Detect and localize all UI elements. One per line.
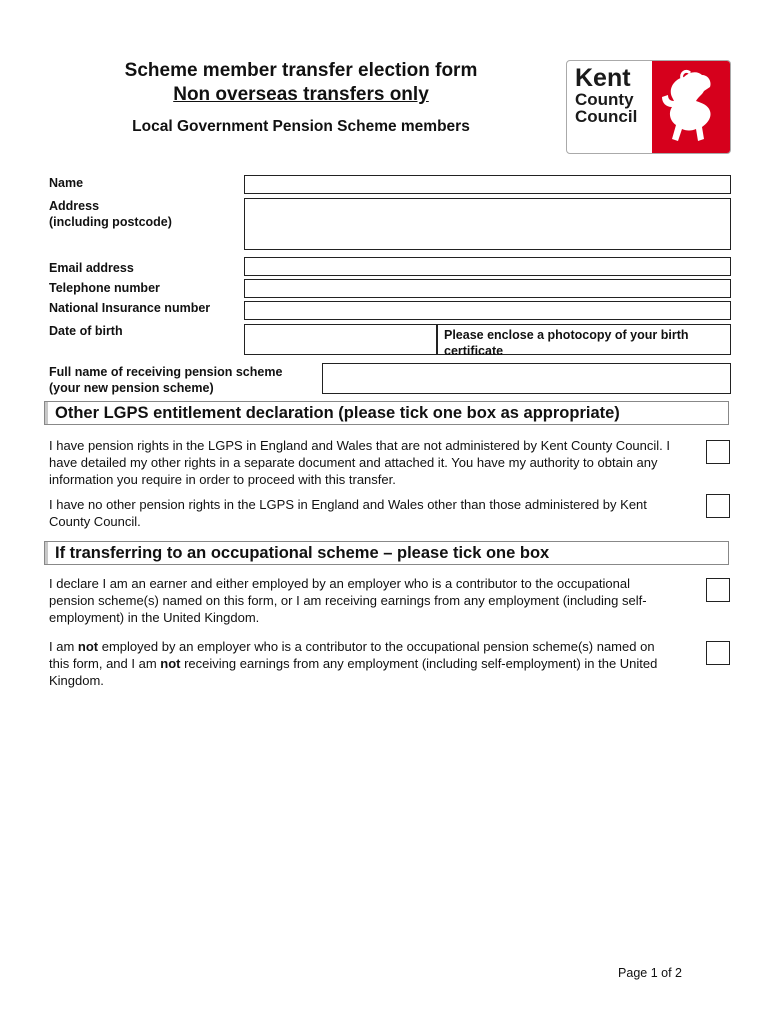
receiving-scheme-label: Full name of receiving pension scheme — [49, 365, 283, 379]
other-lgps-option-2-checkbox[interactable] — [706, 494, 730, 518]
audience-line: Local Government Pension Scheme members — [132, 118, 470, 135]
option2-not-1: not — [77, 639, 99, 654]
other-lgps-option-2-text: I have no other pension rights in the LGPS in England and Wales other than those administered by Kent County Council. — [49, 497, 647, 529]
kcc-logo — [566, 60, 731, 154]
telephone-label: Telephone number — [49, 281, 160, 295]
section-occupational-heading: If transferring to an occupational scheme – please tick one box — [44, 541, 729, 565]
email-field[interactable] — [244, 257, 731, 276]
occupational-option-1-text: I declare I am an earner and either employed by an employer who is a contributor to the occupational pension scheme(s) named on this form, or I am receiving earnings from any employment (including self-employment) in the United Kingdom. — [49, 576, 647, 625]
form-subtitle: Non overseas transfers only — [173, 84, 429, 105]
ni-number-field[interactable] — [244, 301, 731, 320]
occupational-option-2-checkbox[interactable] — [706, 641, 730, 665]
logo-line-2: County — [575, 90, 634, 109]
logo-red-panel — [652, 61, 730, 153]
address-field[interactable] — [244, 198, 731, 250]
address-label: Address — [49, 199, 100, 213]
option2-not-2: not — [160, 656, 181, 671]
form-title: Scheme member transfer election form — [124, 60, 478, 81]
address-hint: (including postcode) — [49, 215, 172, 229]
option2-part-e: receiving earnings from any employment (including self-employment) in the United Kingdom. — [49, 656, 658, 688]
logo-line-1: Kent — [575, 64, 631, 92]
occupational-option-1-checkbox[interactable] — [706, 578, 730, 602]
other-lgps-option-1-checkbox[interactable] — [706, 440, 730, 464]
page-number: Page 1 of 2 — [618, 966, 682, 980]
other-lgps-option-1-text: I have pension rights in the LGPS in England and Wales that are not administered by Kent County Council. I have detailed my other rights in a separate document and attached it. You have my authority to obtain any information you require in order to proceed with this transfer. — [49, 438, 670, 487]
dob-field[interactable] — [244, 324, 437, 355]
receiving-scheme-hint: (your new pension scheme) — [49, 381, 214, 395]
receiving-scheme-field[interactable] — [322, 363, 731, 394]
occupational-option-2-text — [49, 638, 659, 689]
ni-number-label: National Insurance number — [49, 301, 211, 315]
dob-label: Date of birth — [49, 324, 123, 338]
logo-line-3: Council — [575, 107, 638, 126]
option2-part-a: I am — [49, 639, 78, 654]
section-other-lgps-heading: Other LGPS entitlement declaration (please tick one box as appropriate) — [44, 401, 729, 425]
name-field[interactable] — [244, 175, 731, 194]
dob-note: Please enclose a photocopy of your birth certificate — [437, 324, 731, 355]
telephone-field[interactable] — [244, 279, 731, 298]
email-label: Email address — [49, 261, 134, 275]
option2-part-c: employed by an employer who is a contributor to the occupational pension scheme(s) named on this form, and I am — [49, 639, 655, 671]
name-label: Name — [49, 176, 84, 190]
white-horse-icon — [652, 61, 730, 154]
